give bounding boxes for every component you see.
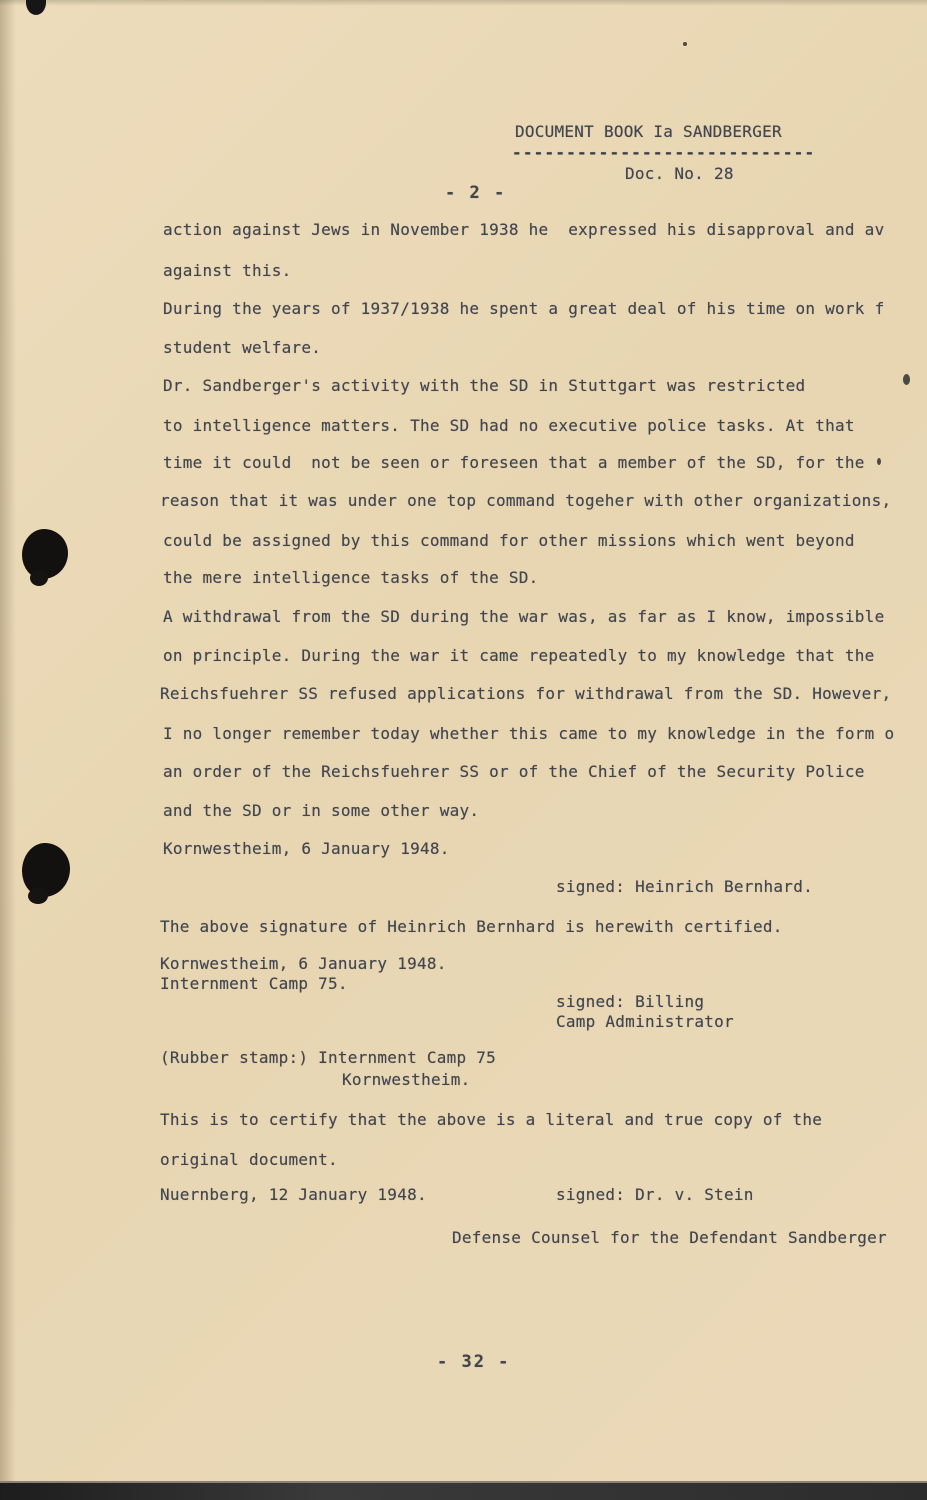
- certification-line: The above signature of Heinrich Bernhard is herewith certified.: [160, 917, 783, 936]
- header-divider-dashes: ----------------------------: [512, 143, 816, 162]
- certify-copy-line: This is to certify that the above is a literal and true copy of the: [160, 1110, 823, 1129]
- dateline-kornwestheim: Kornwestheim, 6 January 1948.: [163, 839, 450, 858]
- text-line: I no longer remember today whether this came to my knowledge in the form o: [163, 724, 895, 743]
- page-left-edge-shadow: [0, 0, 16, 1500]
- signature-dr-v-stein: signed: Dr. v. Stein: [556, 1185, 754, 1204]
- text-line: Dr. Sandberger's activity with the SD in Stuttgart was restricted: [163, 376, 806, 395]
- text-line: could be assigned by this command for other missions which went beyond: [163, 531, 855, 550]
- hole-punch-top-smudge: [30, 570, 48, 586]
- hole-punch-bottom-smudge: [28, 888, 48, 904]
- ink-speck: [877, 458, 881, 465]
- rubber-stamp-line: (Rubber stamp:) Internment Camp 75: [160, 1048, 497, 1067]
- dateline-kornwestheim-2: Kornwestheim, 6 January 1948.: [160, 954, 447, 973]
- ink-speck: [683, 42, 687, 46]
- text-line: on principle. During the war it came repeatedly to my knowledge that the: [163, 646, 875, 665]
- dateline-nuernberg: Nuernberg, 12 January 1948.: [160, 1185, 427, 1204]
- text-line: reason that it was under one top command togeher with other organizations,: [160, 491, 892, 510]
- text-line: Reichsfuehrer SS refused applications for withdrawal from the SD. However,: [160, 684, 892, 703]
- doc-number: Doc. No. 28: [625, 164, 734, 183]
- text-line: and the SD or in some other way.: [163, 801, 480, 820]
- document-book-title: DOCUMENT BOOK Ia SANDBERGER: [515, 122, 782, 141]
- certify-copy-line-2: original document.: [160, 1150, 338, 1169]
- ink-mark-top-left: [26, 0, 46, 15]
- hole-punch-bottom: [22, 843, 70, 897]
- signature-billing: signed: Billing: [556, 992, 705, 1011]
- text-line: During the years of 1937/1938 he spent a great deal of his time on work f: [163, 299, 885, 318]
- ink-speck: [903, 374, 910, 385]
- page-number-top: - 2 -: [445, 183, 507, 203]
- page-number-bottom: - 32 -: [437, 1352, 511, 1372]
- defense-counsel-line: Defense Counsel for the Defendant Sandberger: [452, 1228, 887, 1247]
- text-line: student welfare.: [163, 338, 322, 357]
- text-line: A withdrawal from the SD during the war was, as far as I know, impossible: [163, 607, 885, 626]
- rubber-stamp-line-2: Kornwestheim.: [342, 1070, 471, 1089]
- internment-camp-line: Internment Camp 75.: [160, 974, 348, 993]
- text-line: time it could not be seen or foreseen that a member of the SD, for the: [163, 453, 865, 472]
- text-line: to intelligence matters. The SD had no executive police tasks. At that: [163, 416, 855, 435]
- camp-administrator-line: Camp Administrator: [556, 1012, 734, 1031]
- text-line: action against Jews in November 1938 he expressed his disapproval and av: [163, 220, 885, 239]
- scan-bottom-bar: [0, 1481, 927, 1500]
- signature-heinrich-bernhard: signed: Heinrich Bernhard.: [556, 877, 813, 896]
- text-line: the mere intelligence tasks of the SD.: [163, 568, 539, 587]
- text-line: against this.: [163, 261, 292, 280]
- text-line: an order of the Reichsfuehrer SS or of the Chief of the Security Police: [163, 762, 865, 781]
- page-top-edge-shadow: [0, 0, 927, 6]
